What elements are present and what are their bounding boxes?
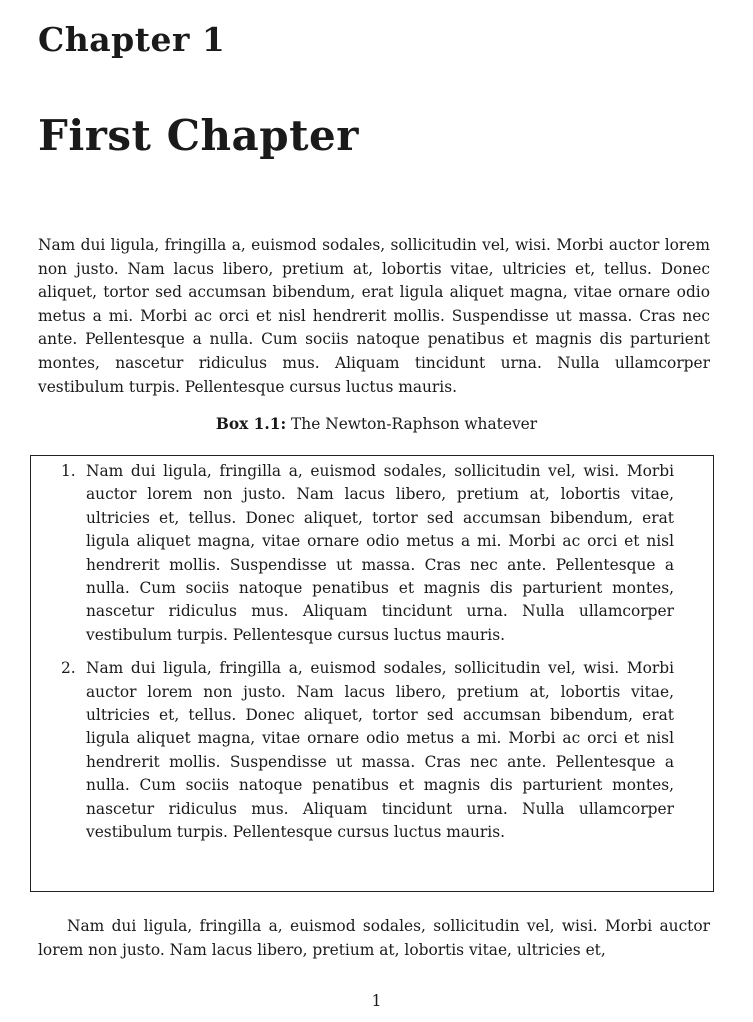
chapter-number: Chapter 1 [38,20,226,59]
list-item-number: 1. [61,462,76,480]
list-item-number: 2. [61,659,76,678]
list-item [31,657,713,844]
page-number: 1 [371,992,382,1010]
box-caption-label: Box 1.1: [215,415,287,433]
list-item-text: Nam dui ligula, fringilla a, euismod sodales, sollicitudin vel, wisi. Morbi auctor lorem non justo. Nam lacus libero, pretium at, lobortis vitae, ultricies et, tellus. Donec aliquet, tortor sed accumsan bibendum, erat ligula aliquet magna, vitae ornare odio metus a mi. Morbi ac orci et nisl hendrerit mollis. Suspendisse ut massa. Cras nec ante. Pellentesque a nulla. Cum sociis natoque penatibus et magnis dis parturient montes, nascetur ridiculus mus. Aliquam tincidunt urna. Nulla ullamcorper vestibulum turpis. Pellentesque cursus luctus mauris. [86,462,674,644]
box-enumerated-list [31,460,713,855]
chapter-title: First Chapter [38,111,359,160]
box-caption-text: The Newton-Raphson whatever [291,415,538,433]
body-paragraph: Nam dui ligula, fringilla a, euismod sodales, sollicitudin vel, wisi. Morbi auctor lorem non justo. Nam lacus libero, pretium at, lobortis vitae, ultricies et, tellus. Donec aliquet, tortor sed accumsan bibendum, erat ligula aliquet magna, vitae ornare odio metus a mi. Morbi ac orci et nisl hendrerit mollis. Suspendisse ut massa. Cras nec ante. Pellentesque a nulla. Cum sociis natoque penatibus et magnis dis parturient montes, nascetur ridiculus mus. Aliquam tincidunt urna. Nulla ullamcorper vestibulum turpis. Pellentesque cursus luctus mauris. [38,236,710,396]
body-paragraph: Nam dui ligula, fringilla a, euismod sodales, sollicitudin vel, wisi. Morbi auctor lorem non justo. Nam lacus libero, pretium at, lobortis vitae, ultricies et, [38,917,710,959]
list-item [31,460,713,647]
framed-box [30,455,714,892]
list-item-text: Nam dui ligula, fringilla a, euismod sodales, sollicitudin vel, wisi. Morbi auctor lorem non justo. Nam lacus libero, pretium at, lobortis vitae, ultricies et, tellus. Donec aliquet, tortor sed accumsan bibendum, erat ligula aliquet magna, vitae ornare odio metus a mi. Morbi ac orci et nisl hendrerit mollis. Suspendisse ut massa. Cras nec ante. Pellentesque a nulla. Cum sociis natoque penatibus et magnis dis parturient montes, nascetur ridiculus mus. Aliquam tincidunt urna. Nulla ullamcorper vestibulum turpis. Pellentesque cursus luctus mauris. [86,659,674,842]
box-caption [0,413,753,436]
